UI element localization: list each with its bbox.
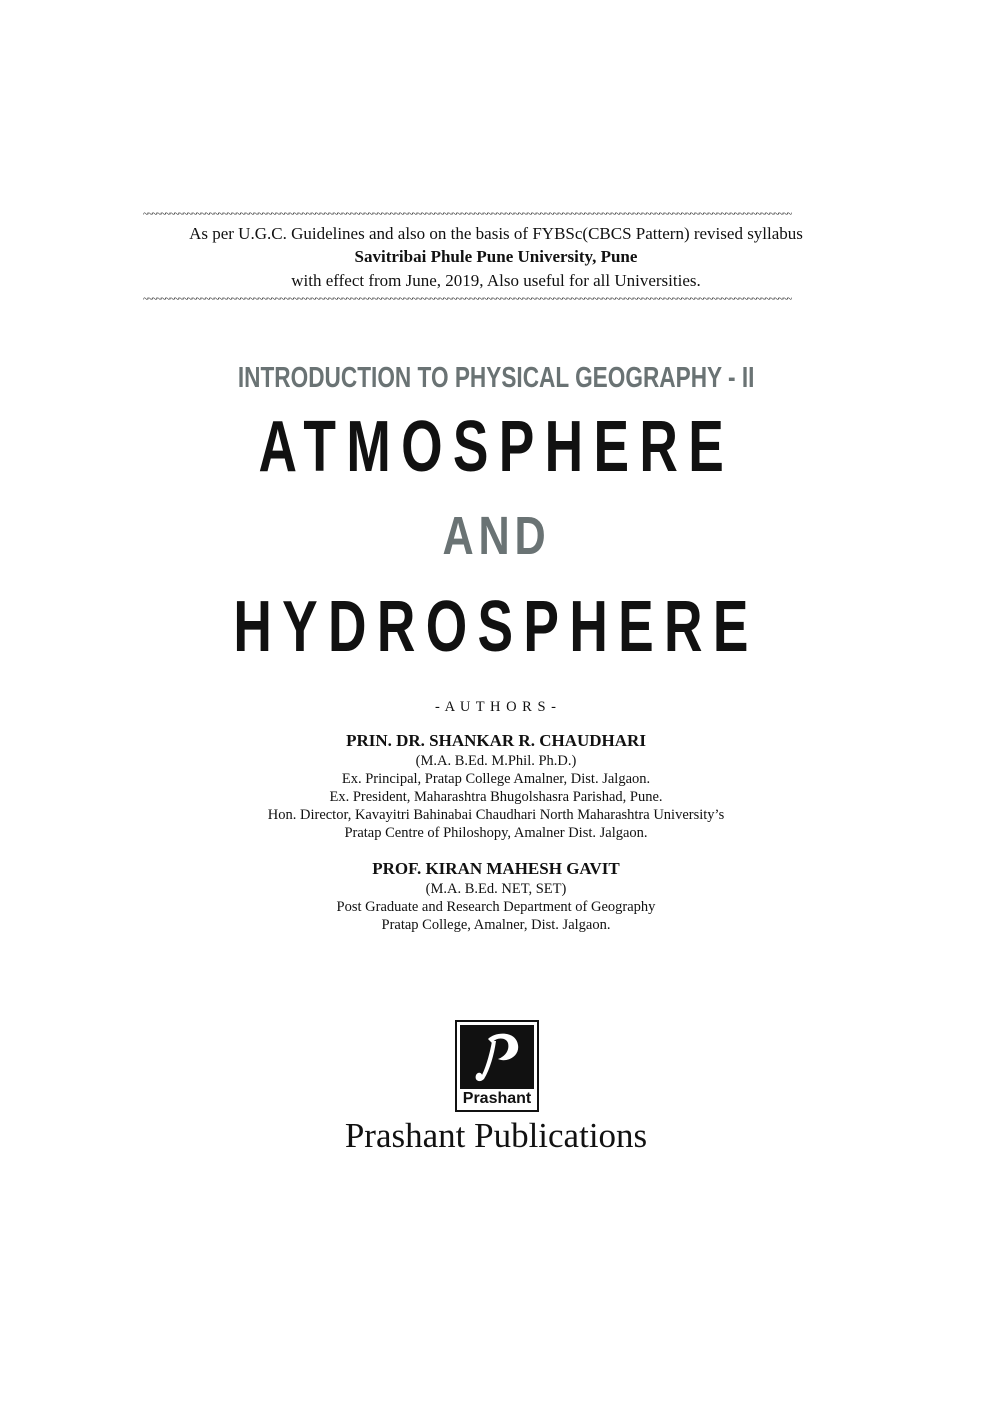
authors-heading: - A U T H O R S - <box>434 699 557 715</box>
author-name: PROF. KIRAN MAHESH GAVIT <box>372 859 620 878</box>
publisher-name: Prashant Publications <box>344 1116 648 1155</box>
title-and: AND <box>442 506 550 566</box>
author-detail: Hon. Director, Kavayitri Bahinabai Chaudhari North Maharashtra University’s <box>267 807 725 823</box>
course-subtitle: INTRODUCTION TO PHYSICAL GEOGRAPHY - II <box>237 362 755 394</box>
title-hydrosphere: HYDROSPHERE <box>233 587 759 667</box>
effective-date-note: with effect from June, 2019, Also useful for all Universities. <box>291 271 701 290</box>
title-atmosphere: ATMOSPHERE <box>258 407 734 487</box>
author-detail: (M.A. B.Ed. NET, SET) <box>425 881 567 897</box>
author-name: PRIN. DR. SHANKAR R. CHAUDHARI <box>346 731 646 750</box>
author-detail: Ex. Principal, Pratap College Amalner, Dist. Jalgaon. <box>341 771 651 787</box>
tilde-rule-bottom: ~~~~~~~~~~~~~~~~~~~~~~~~~~~~~~~~~~~~~~~~~~~~~~~~~~~~~~~~~~~~~~~~~~~~~~~~~~~~~~~~~~~~~~~~~~~~~~~~~~~~~~~~~~~~~~~~~~~~~~~~~~~~~~~~~~~~~~~~~~~~~~~~~~~ <box>143 296 792 304</box>
logo-text: Prashant <box>462 1090 532 1107</box>
publisher-logo <box>455 1020 539 1112</box>
syllabus-note: As per U.G.C. Guidelines and also on the basis of FYBSc(CBCS Pattern) revised syllabus <box>189 224 803 243</box>
author-detail: Pratap College, Amalner, Dist. Jalgaon. <box>381 917 611 933</box>
author-detail: Post Graduate and Research Department of Geography <box>336 899 656 915</box>
author-detail: (M.A. B.Ed. M.Phil. Ph.D.) <box>415 753 577 769</box>
author-detail: Pratap Centre of Philoshopy, Amalner Dist. Jalgaon. <box>344 825 648 841</box>
logo-p-emblem-icon <box>460 1025 534 1089</box>
tilde-rule-top: ~~~~~~~~~~~~~~~~~~~~~~~~~~~~~~~~~~~~~~~~~~~~~~~~~~~~~~~~~~~~~~~~~~~~~~~~~~~~~~~~~~~~~~~~~~~~~~~~~~~~~~~~~~~~~~~~~~~~~~~~~~~~~~~~~~~~~~~~~~~~~~~~~~~ <box>143 211 792 219</box>
author-detail: Ex. President, Maharashtra Bhugolshasra Parishad, Pune. <box>329 789 663 805</box>
university-name: Savitribai Phule Pune University, Pune <box>354 247 638 266</box>
